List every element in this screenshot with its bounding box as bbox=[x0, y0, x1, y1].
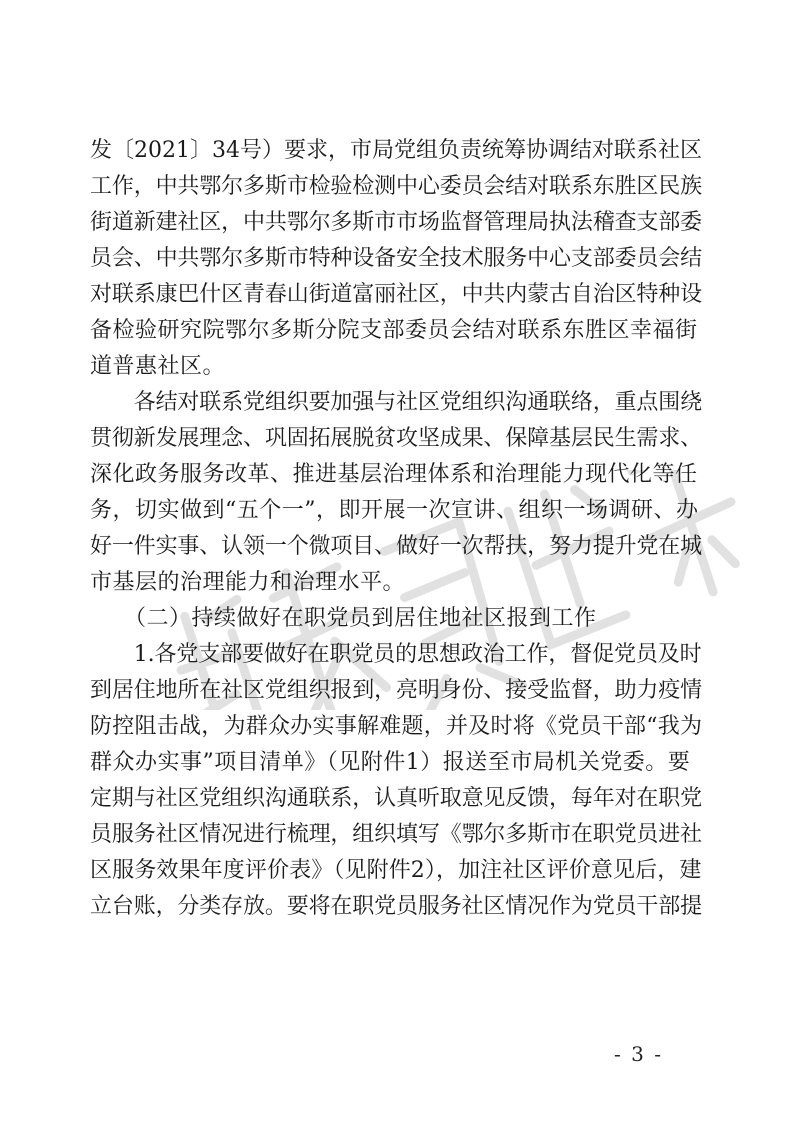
text-line: 到居住地所在社区党组织报到，亮明身份、接受监督，助力疫情 bbox=[90, 678, 703, 703]
text-line: 备检验研究院鄂尔多斯分院支部委员会结对联系东胜区幸福街 bbox=[90, 318, 698, 343]
text-line: 防控阻击战，为群众办实事解难题，并及时将《党员干部“我为 bbox=[90, 714, 703, 739]
text-line: 立台账，分类存放。要将在职党员服务社区情况作为党员干部提 bbox=[90, 894, 703, 919]
text-line: 发〔2021〕34号）要求，市局党组负责统筹协调结对联系社区 bbox=[90, 138, 702, 163]
text-line: 各结对联系党组织要加强与社区党组织沟通联络，重点围绕 bbox=[90, 390, 703, 415]
text-line: 对联系康巴什区青春山街道富丽社区，中共内蒙古自治区特种设 bbox=[90, 282, 703, 307]
text-line: 贯彻新发展理念、巩固拓展脱贫攻坚成果、保障基层民生需求、 bbox=[90, 426, 703, 451]
text-line: 区服务效果年度评价表》（见附件2），加注社区评价意见后，建 bbox=[90, 858, 702, 883]
text-line: 群众办实事”项目清单》（见附件1）报送至市局机关党委。要 bbox=[90, 750, 691, 775]
text-line: 1.各党支部要做好在职党员的思想政治工作，督促党员及时 bbox=[90, 642, 702, 667]
text-line: 街道新建社区，中共鄂尔多斯市市场监督管理局执法稽查支部委 bbox=[90, 210, 703, 235]
text-line: 定期与社区党组织沟通联系，认真听取意见反馈，每年对在职党 bbox=[90, 786, 703, 811]
text-line: 道普惠社区。 bbox=[90, 354, 226, 379]
text-line: 市基层的治理能力和治理水平。 bbox=[90, 570, 406, 595]
text-line: 深化政务服务改革、推进基层治理体系和治理能力现代化等任 bbox=[90, 462, 698, 487]
text-line: 员服务社区情况进行梳理，组织填写《鄂尔多斯市在职党员进社 bbox=[90, 822, 703, 847]
text-line: 务，切实做到“五个一”，即开展一次宣讲、组织一场调研、办 bbox=[90, 498, 699, 523]
text-line: 好一件实事、认领一个微项目、做好一次帮扶，努力提升党在城 bbox=[90, 534, 703, 559]
text-line: 工作，中共鄂尔多斯市检验检测中心委员会结对联系东胜区民族 bbox=[90, 174, 703, 199]
page-number: - 3 - bbox=[614, 1042, 663, 1066]
section-heading: （二）持续做好在职党员到居住地社区报到工作 bbox=[90, 606, 597, 631]
text-line: 员会、中共鄂尔多斯市特种设备安全技术服务中心支部委员会结 bbox=[90, 246, 703, 271]
